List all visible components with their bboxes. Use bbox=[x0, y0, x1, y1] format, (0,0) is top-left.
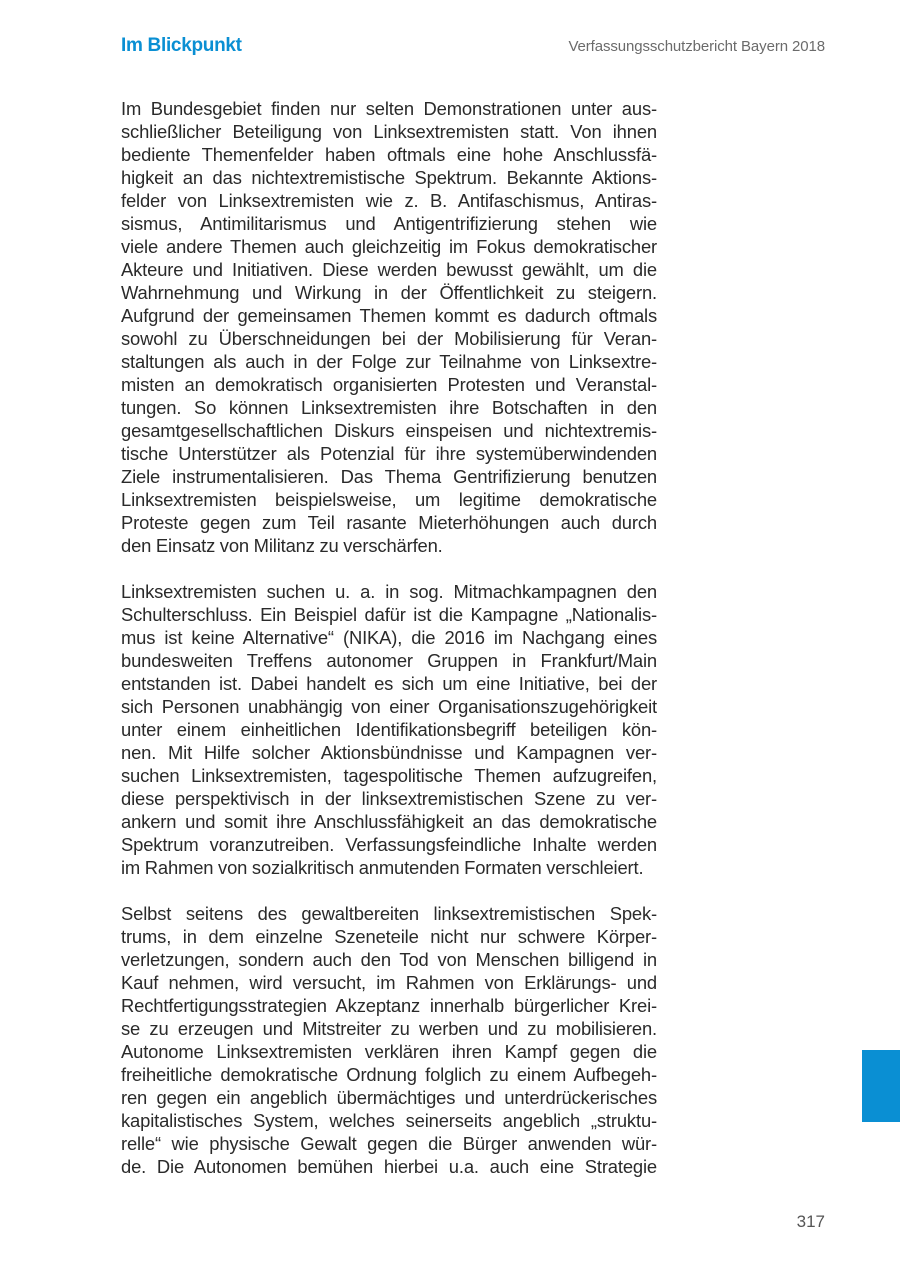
text-line: tische Unterstützer als Potenzial für ihre systemüberwindenden bbox=[121, 443, 657, 464]
text-line: Proteste gegen zum Teil rasante Mieterhöhungen auch durch bbox=[121, 512, 657, 533]
page-number: 317 bbox=[796, 1212, 825, 1231]
document-title: Verfassungsschutzbericht Bayern 2018 bbox=[568, 38, 825, 55]
text-line: tungen. So können Linksextremisten ihre Botschaften in den bbox=[121, 397, 657, 418]
text-line: freiheitliche demokratische Ordnung folglich zu einem Aufbegeh- bbox=[121, 1064, 657, 1085]
text-line: higkeit an das nichtextremistische Spektrum. Bekannte Aktions- bbox=[121, 167, 657, 188]
text-line: entstanden ist. Dabei handelt es sich um eine Initiative, bei der bbox=[121, 673, 657, 694]
text-line: Kauf nehmen, wird versucht, im Rahmen von Erklärungs- und bbox=[121, 972, 657, 993]
text-line: Akteure und Initiativen. Diese werden bewusst gewählt, um die bbox=[121, 259, 657, 280]
text-line: nen. Mit Hilfe solcher Aktionsbündnisse und Kampagnen ver- bbox=[121, 742, 657, 763]
text-line: Wahrnehmung und Wirkung in der Öffentlichkeit zu steigern. bbox=[121, 282, 657, 303]
text-line: sich Personen unabhängig von einer Organisationszugehörigkeit bbox=[121, 696, 657, 717]
text-line: felder von Linksextremisten wie z. B. Antifaschismus, Antiras- bbox=[121, 190, 657, 211]
text-line: den Einsatz von Militanz zu verschärfen. bbox=[121, 535, 443, 556]
text-line: bundesweiten Treffens autonomer Gruppen in Frankfurt/Main bbox=[121, 650, 657, 671]
text-line: viele andere Themen auch gleichzeitig im Fokus demokratischer bbox=[121, 236, 657, 257]
section-title: Im Blickpunkt bbox=[121, 35, 242, 56]
text-line: Aufgrund der gemeinsamen Themen kommt es dadurch oftmals bbox=[121, 305, 657, 326]
text-line: Ziele instrumentalisieren. Das Thema Gentrifizierung benutzen bbox=[121, 466, 657, 487]
body-paragraph bbox=[121, 97, 657, 557]
text-line: de. Die Autonomen bemühen hierbei u.a. auch eine Strategie bbox=[121, 1156, 657, 1177]
body-paragraph bbox=[121, 580, 657, 879]
chapter-marker-tab bbox=[862, 1050, 900, 1122]
text-line: Schulterschluss. Ein Beispiel dafür ist die Kampagne „Nationalis- bbox=[121, 604, 657, 625]
text-line: Autonome Linksextremisten verklären ihren Kampf gegen die bbox=[121, 1041, 657, 1062]
text-line: kapitalistisches System, welches seinerseits angeblich „struktu- bbox=[121, 1110, 657, 1131]
text-line: gesamtgesellschaftlichen Diskurs einspeisen und nichtextremis- bbox=[121, 420, 657, 441]
text-line: relle“ wie physische Gewalt gegen die Bürger anwenden wür- bbox=[121, 1133, 657, 1154]
text-line: ren gegen ein angeblich übermächtiges und unterdrückerisches bbox=[121, 1087, 657, 1108]
text-line: sowohl zu Überschneidungen bei der Mobilisierung für Veran- bbox=[121, 328, 657, 349]
text-line: Linksextremisten beispielsweise, um legitime demokratische bbox=[121, 489, 657, 510]
text-line: staltungen als auch in der Folge zur Teilnahme von Linksextre- bbox=[121, 351, 657, 372]
text-line: Linksextremisten suchen u. a. in sog. Mitmachkampagnen den bbox=[121, 581, 657, 602]
text-line: misten an demokratisch organisierten Protesten und Veranstal- bbox=[121, 374, 657, 395]
text-line: ankern und somit ihre Anschlussfähigkeit an das demokratische bbox=[121, 811, 657, 832]
text-line: unter einem einheitlichen Identifikationsbegriff beteiligen kön- bbox=[121, 719, 657, 740]
text-line: trums, in dem einzelne Szeneteile nicht nur schwere Körper- bbox=[121, 926, 657, 947]
text-line: diese perspektivisch in der linksextremistischen Szene zu ver- bbox=[121, 788, 657, 809]
text-line: sismus, Antimilitarismus und Antigentrifizierung stehen wie bbox=[121, 213, 657, 234]
text-line: Rechtfertigungsstrategien Akzeptanz innerhalb bürgerlicher Krei- bbox=[121, 995, 657, 1016]
text-line: verletzungen, sondern auch den Tod von Menschen billigend in bbox=[121, 949, 657, 970]
text-line: suchen Linksextremisten, tagespolitische Themen aufzugreifen, bbox=[121, 765, 657, 786]
text-line: schließlicher Beteiligung von Linksextremisten statt. Von ihnen bbox=[121, 121, 657, 142]
text-line: bediente Themenfelder haben oftmals eine hohe Anschlussfä- bbox=[121, 144, 657, 165]
body-paragraph bbox=[121, 902, 657, 1178]
text-line: Selbst seitens des gewaltbereiten linksextremistischen Spek- bbox=[121, 903, 657, 924]
text-line: Im Bundesgebiet finden nur selten Demonstrationen unter aus- bbox=[121, 98, 657, 119]
body-text-column bbox=[121, 97, 657, 1201]
text-line: Spektrum voranzutreiben. Verfassungsfeindliche Inhalte werden bbox=[121, 834, 657, 855]
text-line: se zu erzeugen und Mitstreiter zu werben und zu mobilisieren. bbox=[121, 1018, 657, 1039]
text-line: im Rahmen von sozialkritisch anmutenden Formaten verschleiert. bbox=[121, 857, 644, 878]
text-line: mus ist keine Alternative“ (NIKA), die 2016 im Nachgang eines bbox=[121, 627, 657, 648]
